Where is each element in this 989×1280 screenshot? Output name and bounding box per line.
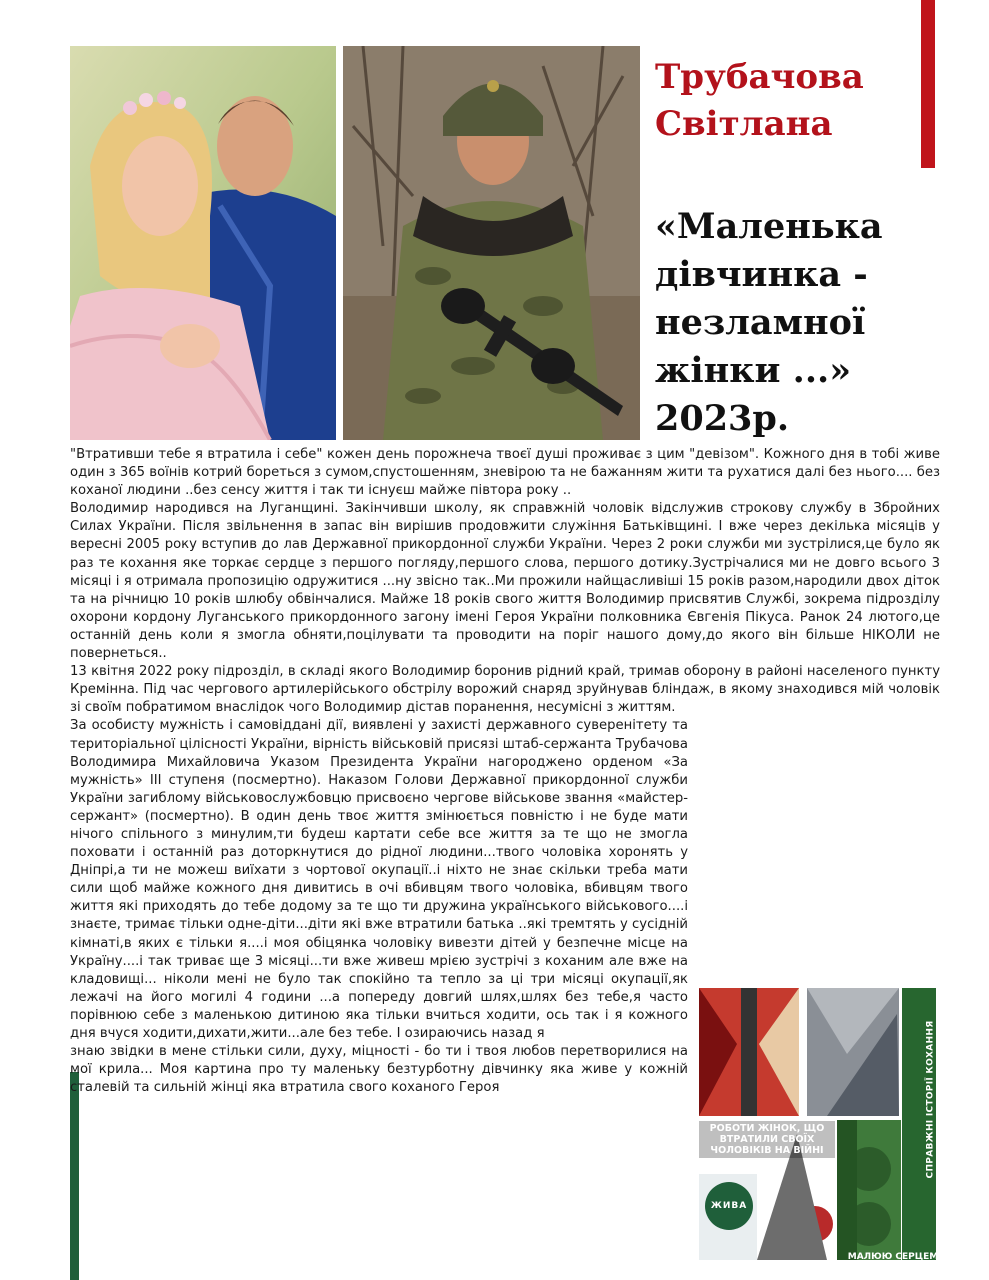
paragraph-closing: знаю звідки в мене стільки сили, духу, міцності - бо ти і твоя любов перетворилися на мої крила... Моя картина про ту маленьку безтурботну дівчинку яка живе у кожній сталевій та сильній жінці яка втратила свого коханого Героя [70,1044,688,1096]
cover-bottom-text: МАЛЮЮ СЕРЦЕМ [847,1252,939,1262]
cover-brand-logo: ЖИВА [705,1182,753,1230]
cover-subtitle: РОБОТИ ЖІНОК, ЩО ВТРАТИЛИ СВОЇХ ЧОЛОВІКІВ НА ВІЙНІ [699,1121,835,1158]
author-firstname: Світлана [655,104,833,144]
paragraph: За особисту мужність і самовіддані дії, виявлені у захисті державного суверенітету та територіальної цілісності України, вірність військовій присязі штаб-сержанта Трубачова Володимира Михайловича Указом Президента України нагороджено орденом «За мужність» ІІІ ступеня (посмертно). Наказом Голови Державної прикордонної служби України загиблому військовослужбовцю присвоєно чергове військове звання «майстер-сержант» (посмертно). В один день твоє життя змінюється повністю і не буде мати нічого спільного з минулим,ти будеш картати себе все життя за те що не змогла поховати і останній раз доторкнутися до рідної людини...твого чоловіка хоронять у Дніпрі,а ти не можеш виїхати з чортової окупації..і ніхто не знає скільки треба мати сили щоб майже кожного дня дивитись в очі вбивцям твого чоловіка, вбивцям твого життя які приходять до тебе додому за те що ти дружина українського військового....і знаєте, тримає тільки одне-діти...діти які вже втратили батька ..які тремтять у сусідній кімнаті,в яких є тільки я....і моя обіцянка чоловіку вивезти дітей у безпечне місце на Україну....і так триває ще 3 місяці...ти вже живеш мрією зустрічі з коханим але вже на кладовищі... ніколи мені не було так спокійно та тепло за ці три місяці окупації,як лежачі на його могилі 4 години ...а попереду довгий шлях,шлях без тебе,я часто порівнюю себе з маленькою дитиною яка тільки вчиться ходити, ось так і я кожного дня вчуся ходити,дихати,жити...але без тебе. І озираючись назад я [70,718,688,1041]
title-line: дівчинка - [655,254,868,295]
book-cover [697,984,939,1268]
author-surname: Трубачова [655,57,864,97]
paragraph: Володимир народився на Луганщині. Закінчивши школу, як справжній чоловік відслужив строкову службу в Збройних Силах України. Після звільнення в запас він вирішив продовжити служіння Батьківщині. І вже через декілька місяців у вересні 2005 року вступив до лав Державної прикордонної служби України. Через 2 роки служби ми зустрілися,це було як раз те кохання яке торкає сердце з першого погляду,першого слова, першого дотику.Зустрічалися ми не довго всього 3 місяці і я отримала пропозицію одружитися ...ну звісно так..Ми прожили найщасливіші 15 років разом,народили двох діток та на річницю 10 років шлюбу обвінчалися. Майже 18 років свого життя Володимир присвятив Службі, зокрема підрозділу охорони кордону Луганського прикордонного загону імені Героя України полковника Євгенія Пікуса. Ранок 24 лютого,це останній день коли я змогла обняти,поцілувати та проводити на поріг нашого дому,до якого він більше НІКОЛИ не повернеться.. [70,501,940,662]
couple-photo [70,46,336,440]
soldier-photo [343,46,640,440]
title-year: 2023р. [655,398,790,439]
title-line: жінки ...» [655,350,852,391]
paragraph: "Втративши тебе я втратила і себе" кожен день порожнеча твоєї душі проживає з цим "девізом". Кожного дня в тобі живе один з 365 воїнів котрий бореться з сумом,спустошенням, зневірою та не бажанням жити та рухатися далі без нього.... без коханої людини ..без сенсу життя і так ти існуєш майже півтора року .. [70,447,940,499]
cover-vertical-text: СПРАВЖНІ ІСТОРІЇ КОХАННЯ [925,1020,936,1179]
red-accent-bar [921,0,935,168]
paragraph: 13 квітня 2022 року підрозділ, в складі якого Володимир боронив рідний край, тримав оборону в районі населеного пункту Кремінна. Під час чергового артилерійського обстрілу ворожий снаряд зруйнував бліндаж, в якому знаходився мій чоловік зі своїм побратимом внаслідок чого Володимир дістав поранення, несумісні з життям. [70,664,940,716]
title-line: «Маленька [655,206,883,247]
title-line: незламної [655,302,866,343]
author-name [655,54,915,148]
story-title [655,203,915,443]
